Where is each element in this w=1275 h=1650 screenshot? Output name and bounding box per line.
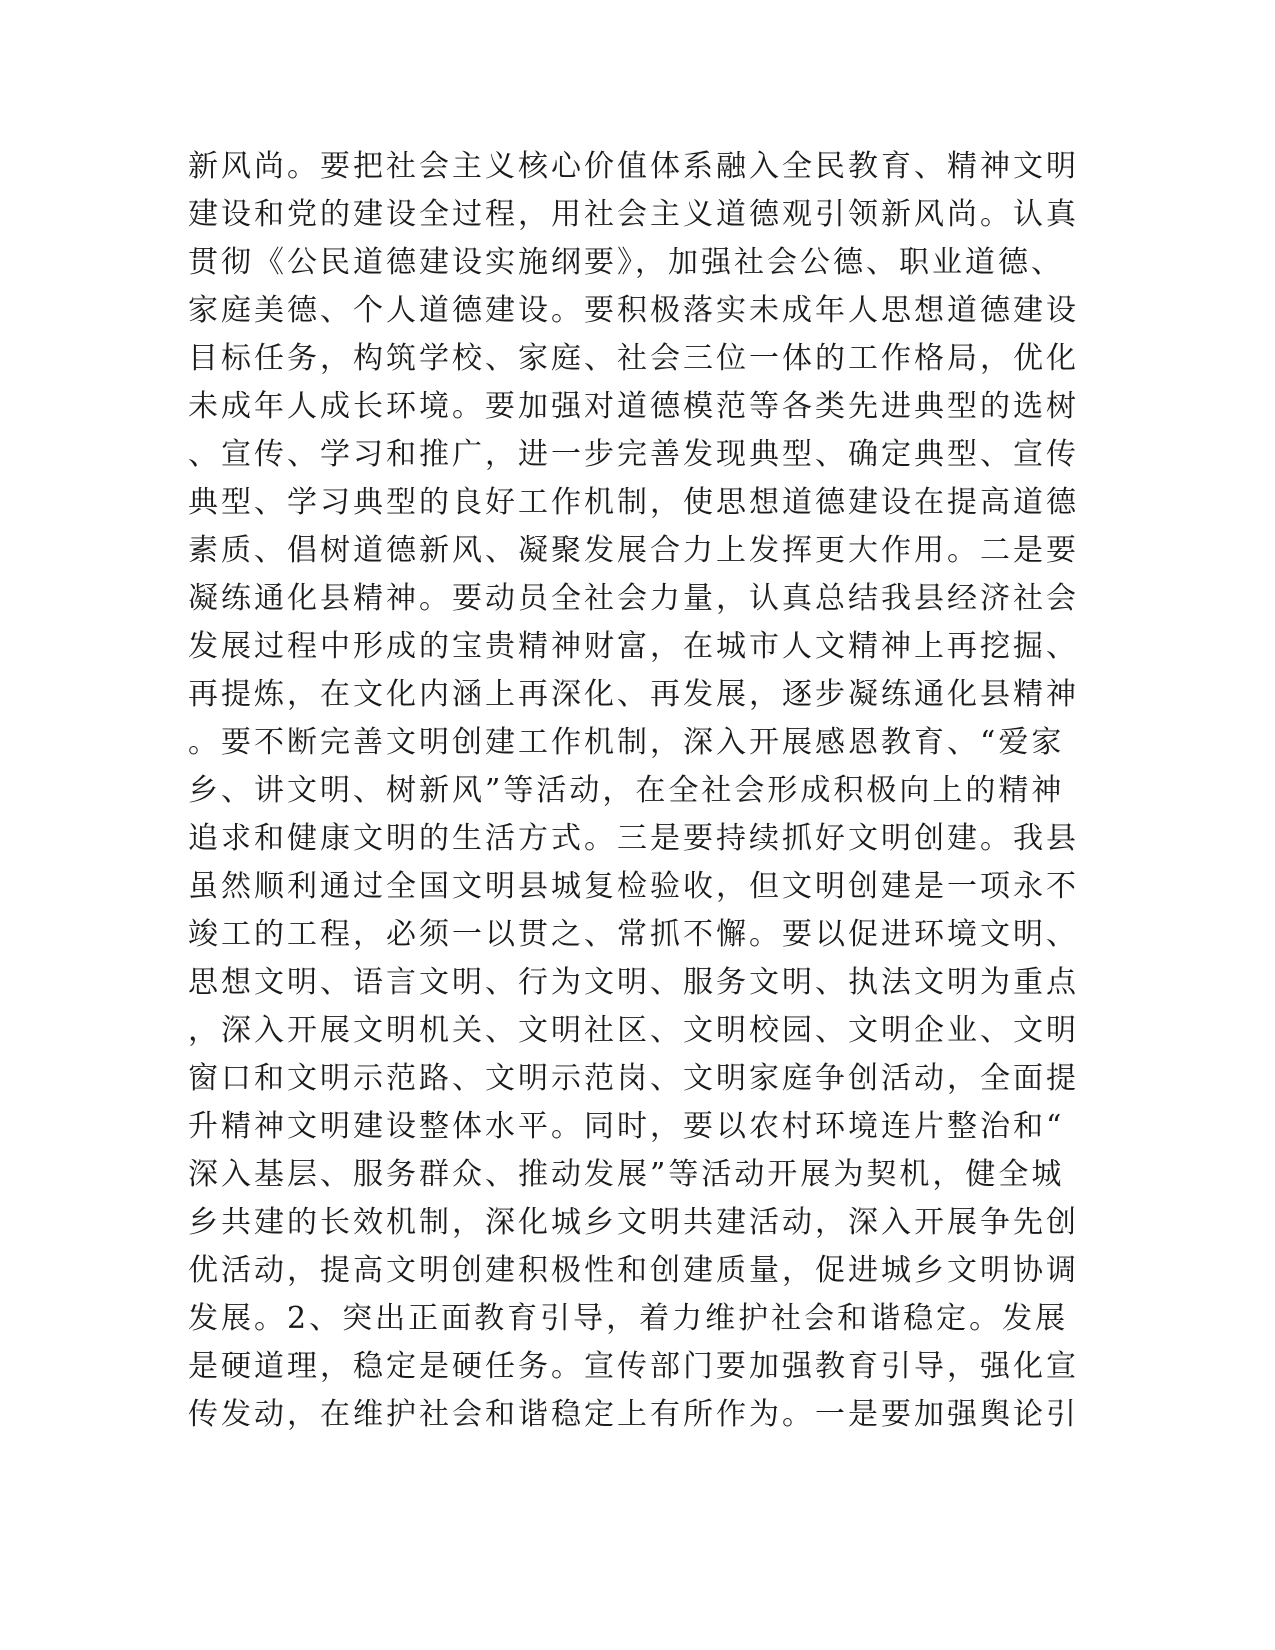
- text-line: 乡共建的长效机制，深化城乡文明共建活动，深入开展争先创: [188, 1205, 1079, 1240]
- text-line: 凝练通化县精神。要动员全社会力量，认真总结我县经济社会: [188, 581, 1079, 616]
- text-line: 未成年人成长环境。要加强对道德模范等各类先进典型的选树: [188, 389, 1079, 424]
- text-line: 升精神文明建设整体水平。同时，要以农村环境连片整治和“: [188, 1109, 1065, 1144]
- text-line: 家庭美德、个人道德建设。要积极落实未成年人思想道德建设: [188, 293, 1079, 328]
- text-line: 是硬道理，稳定是硬任务。宣传部门要加强教育引导，强化宣: [188, 1349, 1079, 1384]
- text-line: 竣工的工程，必须一以贯之、常抓不懈。要以促进环境文明、: [188, 917, 1079, 952]
- text-line: 发展过程中形成的宝贵精神财富，在城市人文精神上再挖掘、: [188, 629, 1079, 664]
- text-line: 。要不断完善文明创建工作机制，深入开展感恩教育、“爱家: [188, 725, 1065, 760]
- text-line: 传发动，在维护社会和谐稳定上有所作为。一是要加强舆论引: [188, 1397, 1079, 1432]
- text-line: 再提炼，在文化内涵上再深化、再发展，逐步凝练通化县精神: [188, 677, 1079, 712]
- body-text: [188, 143, 1088, 1439]
- text-line: 目标任务，构筑学校、家庭、社会三位一体的工作格局，优化: [188, 341, 1079, 376]
- text-line: 、宣传、学习和推广，进一步完善发现典型、确定典型、宣传: [188, 437, 1079, 472]
- text-line: 思想文明、语言文明、行为文明、服务文明、执法文明为重点: [188, 965, 1079, 1000]
- text-line: 素质、倡树道德新风、凝聚发展合力上发挥更大作用。二是要: [188, 533, 1079, 568]
- text-line: 虽然顺利通过全国文明县城复检验收，但文明创建是一项永不: [188, 869, 1079, 904]
- text-line: 典型、学习典型的良好工作机制，使思想道德建设在提高道德: [188, 485, 1079, 520]
- text-line: 发展。2、突出正面教育引导，着力维护社会和谐稳定。发展: [188, 1301, 1069, 1336]
- text-line: 追求和健康文明的生活方式。三是要持续抓好文明创建。我县: [188, 821, 1079, 856]
- text-line: 建设和党的建设全过程，用社会主义道德观引领新风尚。认真: [188, 197, 1079, 232]
- text-line: 乡、讲文明、树新风”等活动，在全社会形成积极向上的精神: [188, 773, 1065, 808]
- text-line: 贯彻《公民道德建设实施纲要》，加强社会公德、职业道德、: [188, 245, 1064, 280]
- text-line: 深入基层、服务群众、推动发展”等活动开展为契机，健全城: [188, 1157, 1065, 1192]
- text-line: 窗口和文明示范路、文明示范岗、文明家庭争创活动，全面提: [188, 1061, 1079, 1096]
- text-line: 优活动，提高文明创建积极性和创建质量，促进城乡文明协调: [188, 1253, 1079, 1288]
- text-line: 新风尚。要把社会主义核心价值体系融入全民教育、精神文明: [188, 149, 1079, 184]
- text-line: ，深入开展文明机关、文明社区、文明校园、文明企业、文明: [188, 1013, 1079, 1048]
